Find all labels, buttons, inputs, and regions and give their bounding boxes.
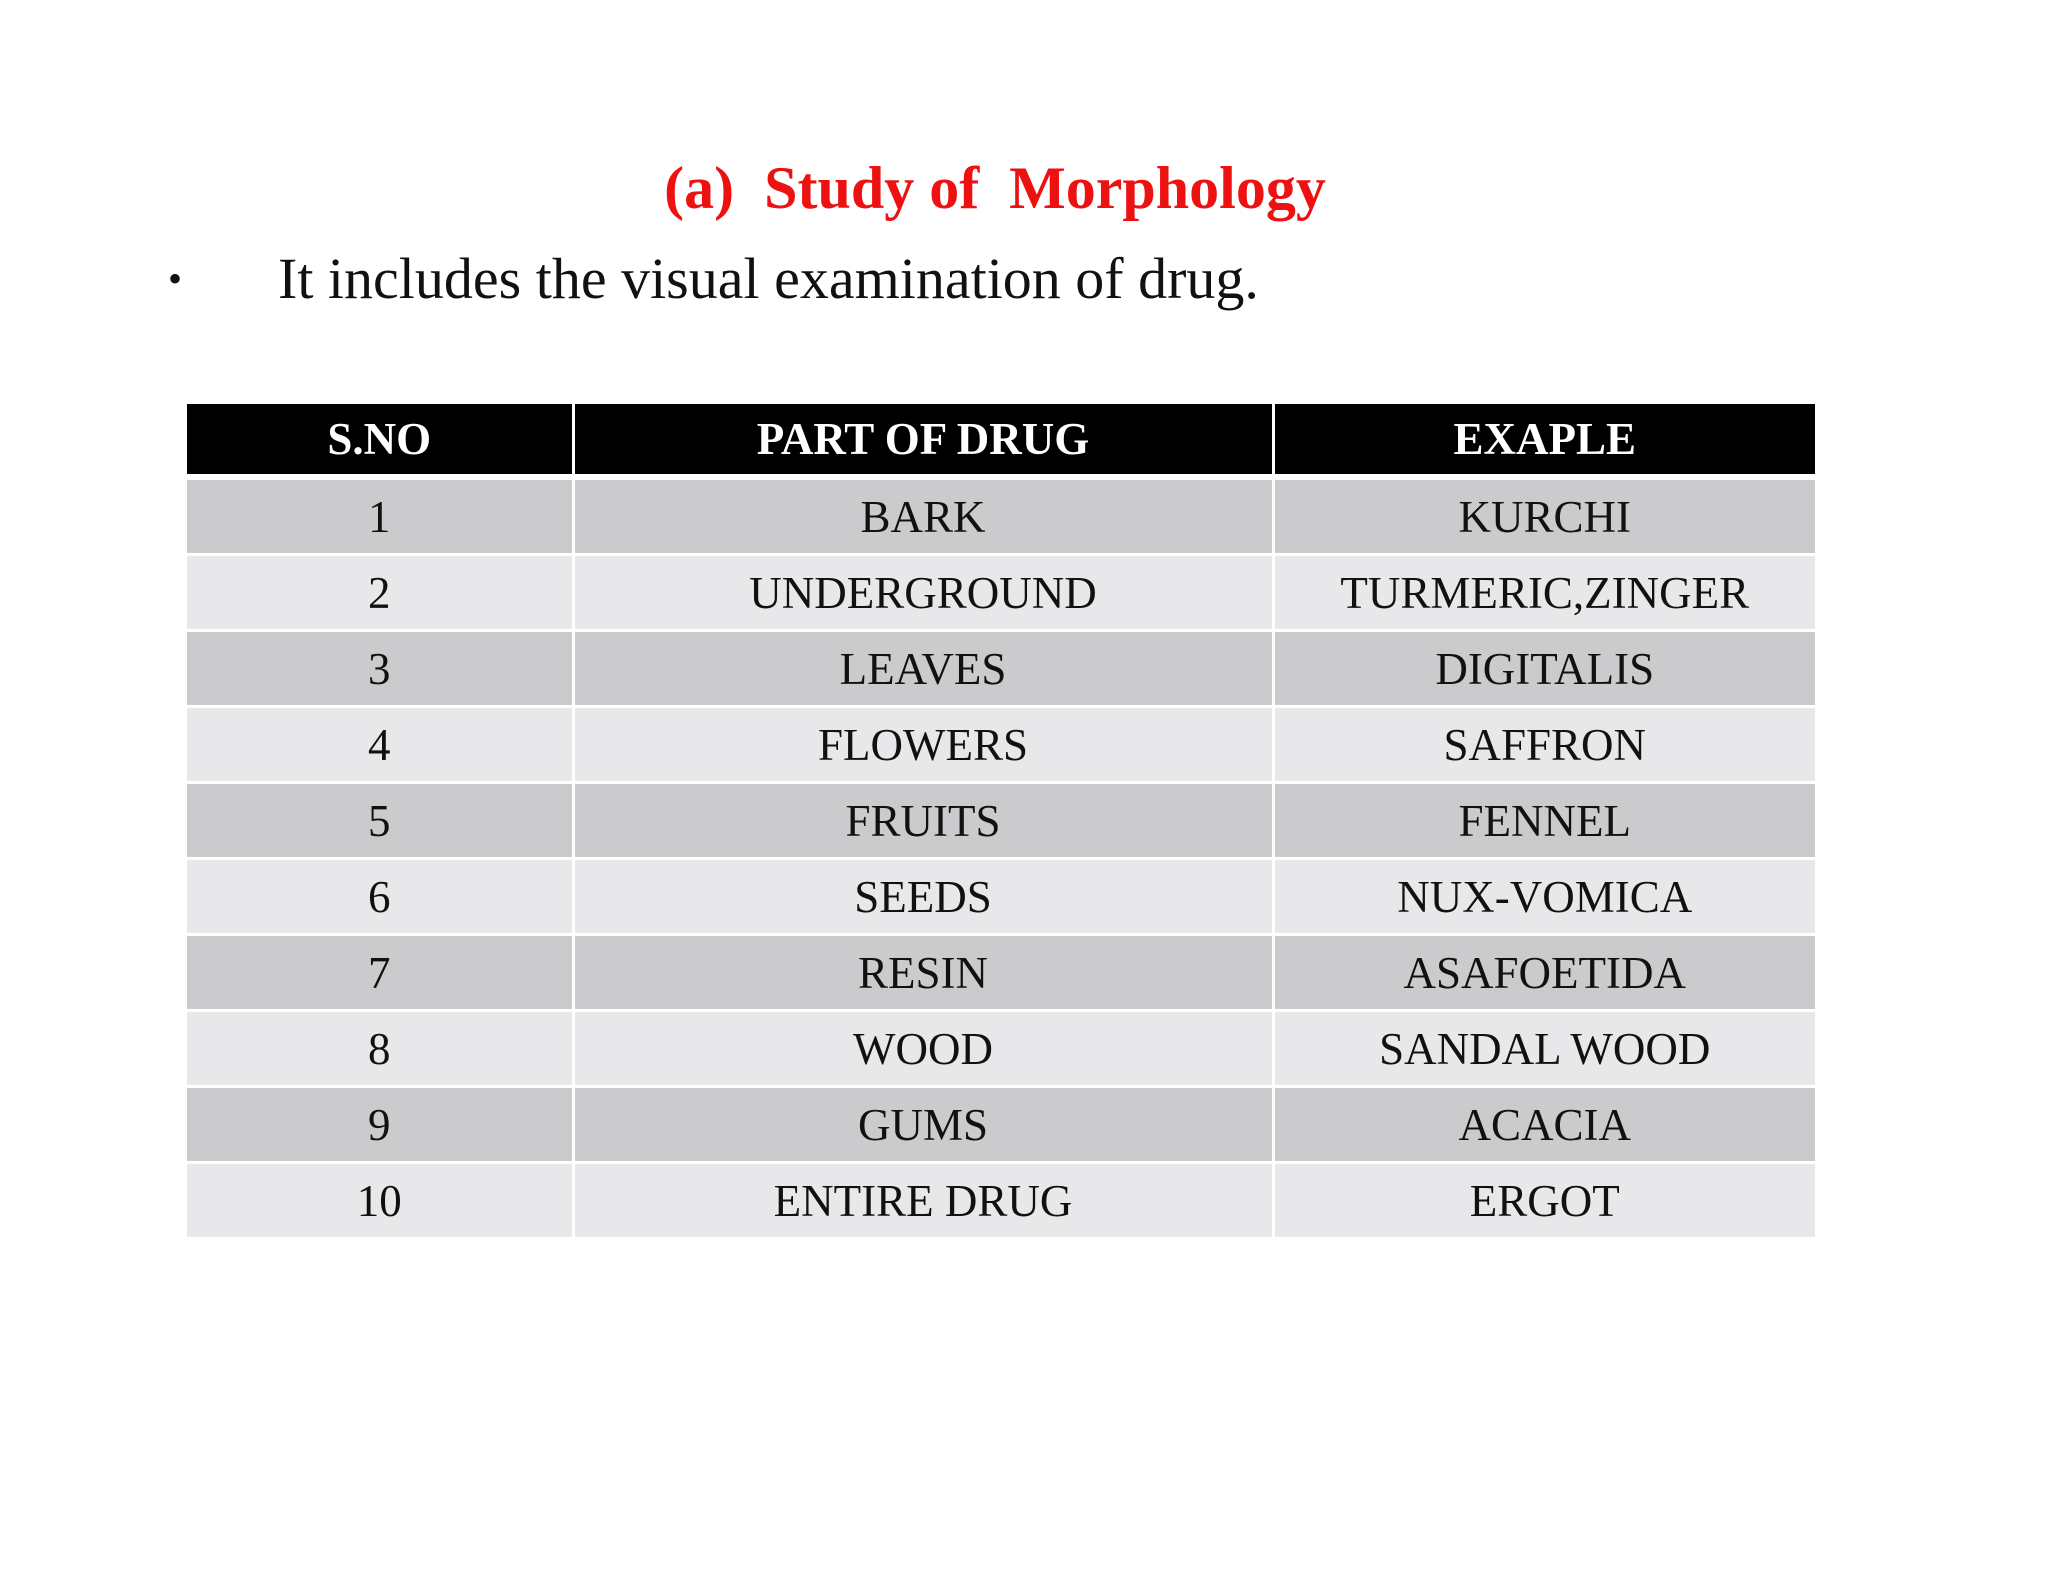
cell-part: WOOD	[573, 1011, 1273, 1087]
cell-part: GUMS	[573, 1087, 1273, 1163]
cell-example: DIGITALIS	[1273, 631, 1815, 707]
cell-sno: 6	[187, 859, 573, 935]
cell-sno: 7	[187, 935, 573, 1011]
cell-sno: 9	[187, 1087, 573, 1163]
cell-example: FENNEL	[1273, 783, 1815, 859]
cell-sno: 2	[187, 555, 573, 631]
table-row	[187, 1087, 1815, 1163]
cell-part: FLOWERS	[573, 707, 1273, 783]
cell-example: KURCHI	[1273, 477, 1815, 555]
header-sno: S.NO	[187, 404, 573, 477]
cell-sno: 1	[187, 477, 573, 555]
cell-sno: 5	[187, 783, 573, 859]
table-row	[187, 631, 1815, 707]
cell-sno: 4	[187, 707, 573, 783]
table-row	[187, 707, 1815, 783]
table-row	[187, 1163, 1815, 1239]
cell-example: ACACIA	[1273, 1087, 1815, 1163]
cell-example: SANDAL WOOD	[1273, 1011, 1815, 1087]
cell-example: ASAFOETIDA	[1273, 935, 1815, 1011]
cell-sno: 8	[187, 1011, 573, 1087]
cell-example: TURMERIC,ZINGER	[1273, 555, 1815, 631]
cell-part: UNDERGROUND	[573, 555, 1273, 631]
cell-sno: 10	[187, 1163, 573, 1239]
bullet-dot: •	[168, 255, 183, 301]
cell-part: ENTIRE DRUG	[573, 1163, 1273, 1239]
table-row	[187, 477, 1815, 555]
table-row	[187, 783, 1815, 859]
table-row	[187, 859, 1815, 935]
cell-part: LEAVES	[573, 631, 1273, 707]
cell-part: RESIN	[573, 935, 1273, 1011]
bullet-point	[168, 238, 1259, 318]
drug-parts-table	[187, 404, 1815, 1240]
table-row	[187, 1011, 1815, 1087]
slide-title: (a) Study of Morphology	[664, 155, 1326, 221]
cell-example: ERGOT	[1273, 1163, 1815, 1239]
cell-example: NUX-VOMICA	[1273, 859, 1815, 935]
cell-sno: 3	[187, 631, 573, 707]
table-header-row	[187, 404, 1815, 477]
bullet-text: It includes the visual examination of drug.	[278, 245, 1259, 311]
table-row	[187, 555, 1815, 631]
header-part-of-drug: PART OF DRUG	[573, 404, 1273, 477]
cell-part: FRUITS	[573, 783, 1273, 859]
cell-part: BARK	[573, 477, 1273, 555]
header-example: EXAPLE	[1273, 404, 1815, 477]
cell-part: SEEDS	[573, 859, 1273, 935]
table-row	[187, 935, 1815, 1011]
cell-example: SAFFRON	[1273, 707, 1815, 783]
